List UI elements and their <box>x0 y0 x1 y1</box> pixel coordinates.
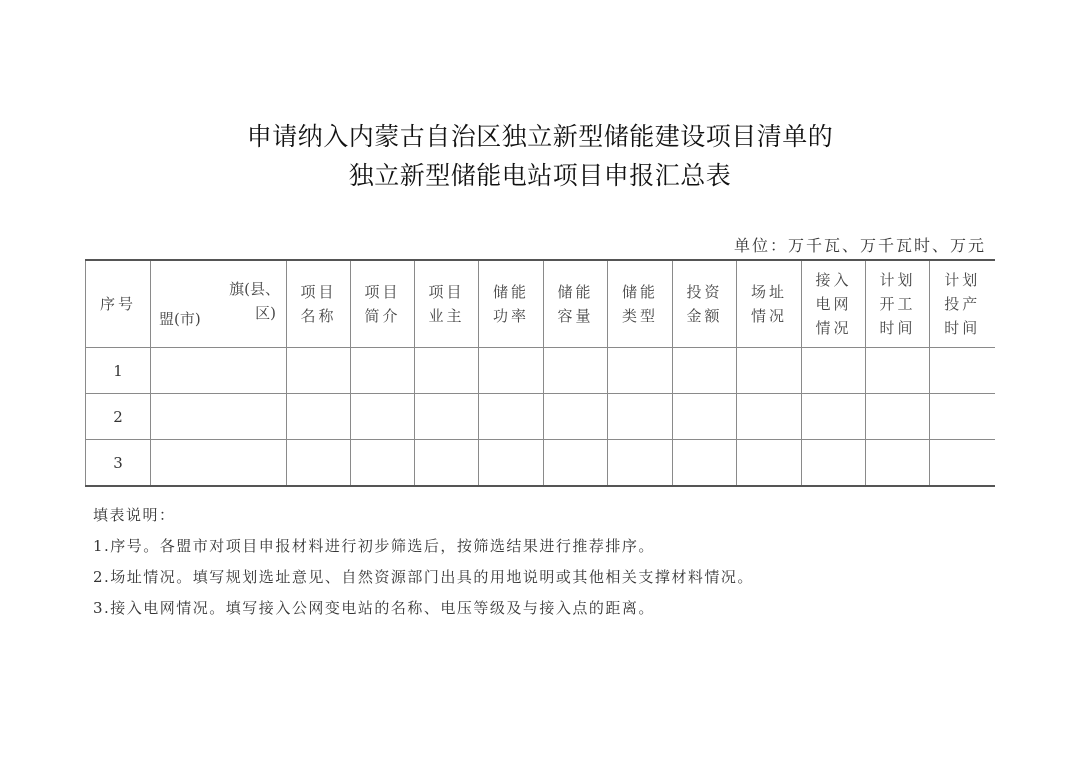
header-grid-connection: 接入 电网 情况 <box>802 260 866 348</box>
filling-instructions <box>93 500 754 624</box>
table-cell <box>737 440 802 487</box>
header-storage-capacity: 储能 容量 <box>544 260 608 348</box>
unit-label: 单位：万千瓦、万千瓦时、万元 <box>733 236 986 255</box>
table-cell <box>608 394 673 440</box>
table-cell <box>673 394 737 440</box>
header-planned-operation: 计划 投产 时间 <box>930 260 995 348</box>
table-cell <box>351 440 415 487</box>
header-league-city-banner: 盟(市) 旗(县、 区) <box>151 260 287 348</box>
table-cell <box>673 440 737 487</box>
table-cell <box>479 440 544 487</box>
document-title-line-1: 申请纳入内蒙古自治区独立新型储能建设项目清单的 <box>246 122 834 151</box>
row-index: 1 <box>86 348 151 394</box>
header-project-owner: 项目 业主 <box>415 260 479 348</box>
table-cell <box>930 440 995 487</box>
header-project-intro: 项目 简介 <box>351 260 415 348</box>
table-cell <box>151 394 287 440</box>
table-cell <box>544 394 608 440</box>
instruction-item: 3.接入电网情况。填写接入公网变电站的名称、电压等级及与接入点的距离。 <box>93 599 655 617</box>
table-cell <box>415 394 479 440</box>
table-cell <box>287 440 351 487</box>
table-cell <box>351 394 415 440</box>
table-cell <box>802 440 866 487</box>
table-cell <box>544 440 608 487</box>
table-cell <box>673 348 737 394</box>
instruction-item: 2.场址情况。填写规划选址意见、自然资源部门出具的用地说明或其他相关支撑材料情况。 <box>93 568 754 586</box>
table-cell <box>287 394 351 440</box>
table-cell <box>544 348 608 394</box>
table-cell <box>479 348 544 394</box>
project-summary-table <box>85 259 995 487</box>
table-cell <box>737 348 802 394</box>
header-row <box>86 260 995 348</box>
table-cell <box>608 440 673 487</box>
header-site-status: 场址 情况 <box>737 260 802 348</box>
table-cell <box>608 348 673 394</box>
header-index: 序号 <box>86 260 151 348</box>
instructions-heading: 填表说明： <box>93 506 176 524</box>
header-storage-type: 储能 类型 <box>608 260 673 348</box>
header-storage-power: 储能 功率 <box>479 260 544 348</box>
table-cell <box>866 440 930 487</box>
table-cell <box>415 440 479 487</box>
table-cell <box>415 348 479 394</box>
table-cell <box>151 348 287 394</box>
header-project-name: 项目 名称 <box>287 260 351 348</box>
table-cell <box>930 394 995 440</box>
document-title-line-2: 独立新型储能电站项目申报汇总表 <box>348 161 732 190</box>
table-row <box>86 440 995 487</box>
table-cell <box>151 440 287 487</box>
table-row <box>86 348 995 394</box>
header-investment: 投资 金额 <box>673 260 737 348</box>
table-cell <box>351 348 415 394</box>
table-cell <box>479 394 544 440</box>
table-cell <box>287 348 351 394</box>
table-cell <box>866 394 930 440</box>
table-cell <box>866 348 930 394</box>
row-index: 2 <box>86 394 151 440</box>
table-cell <box>802 348 866 394</box>
table-cell <box>930 348 995 394</box>
row-index: 3 <box>86 440 151 487</box>
instruction-item: 1.序号。各盟市对项目申报材料进行初步筛选后，按筛选结果进行推荐排序。 <box>93 537 655 555</box>
header-planned-start: 计划 开工 时间 <box>866 260 930 348</box>
table-cell <box>737 394 802 440</box>
table-row <box>86 394 995 440</box>
table-cell <box>802 394 866 440</box>
